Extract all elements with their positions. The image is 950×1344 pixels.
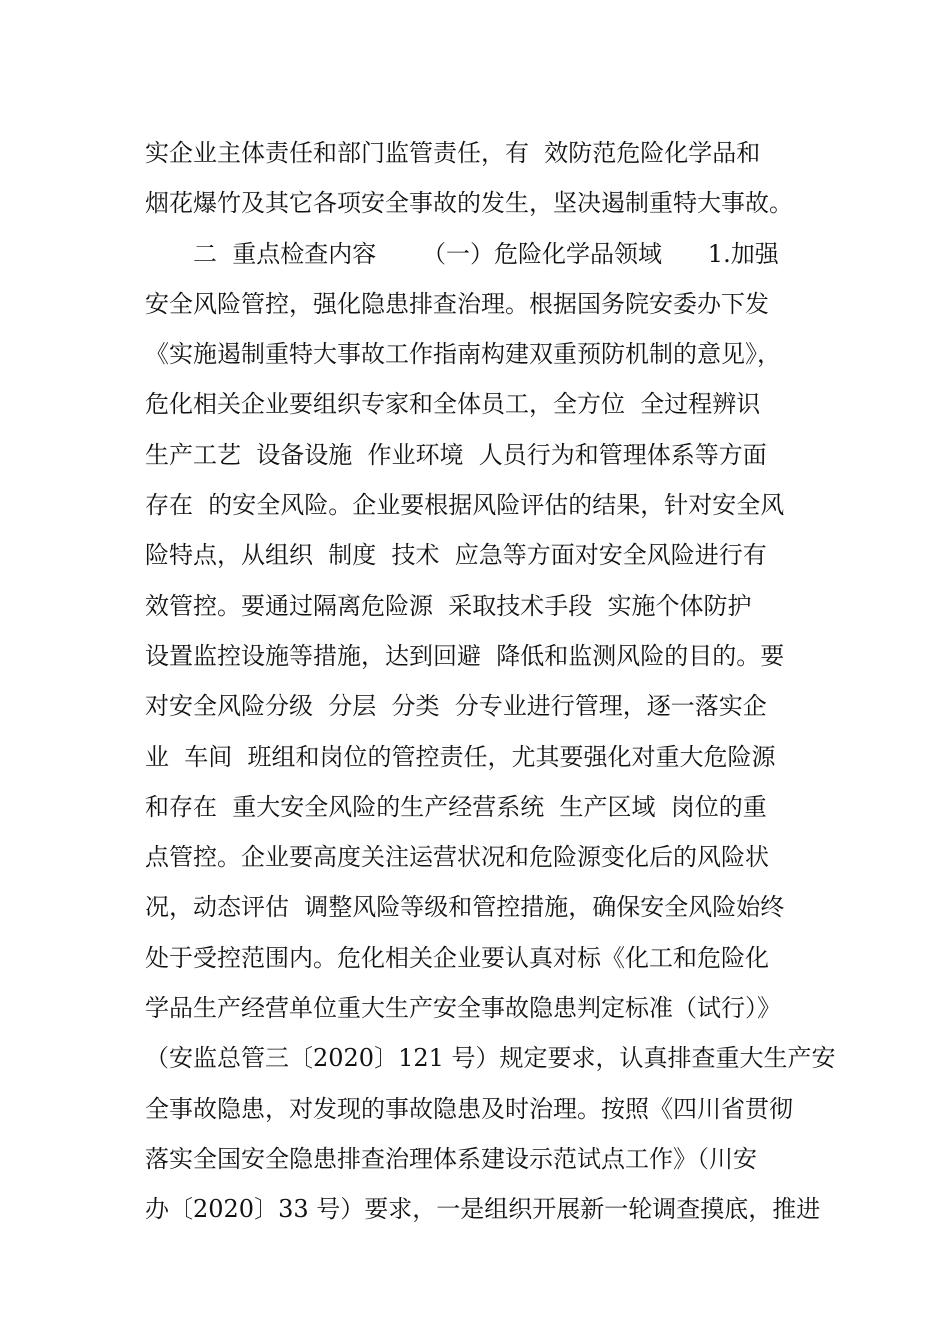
text-line: 存在 的安全风险。企业要根据风险评估的结果，针对安全风 bbox=[145, 491, 785, 520]
text-line: 安全风险管控，强化隐患排查治理。根据国务院安委办下发 bbox=[145, 289, 769, 318]
text-line: 对安全风险分级 分层 分类 分专业进行管理，逐一落实企 bbox=[145, 692, 767, 721]
text-line: 危化相关企业要组织专家和全体员工，全方位 全过程辨识 bbox=[145, 390, 761, 419]
text-line: 处于受控范围内。危化相关企业要认真对标《化工和危险化 bbox=[145, 943, 769, 972]
text-line: 险特点，从组织 制度 技术 应急等方面对安全风险进行有 bbox=[145, 541, 767, 570]
text-line: 烟花爆竹及其它各项安全事故的发生，坚决遏制重特大事故。 bbox=[145, 189, 793, 218]
text-line: 全事故隐患，对发现的事故隐患及时治理。按照《四川省贯彻 bbox=[145, 1094, 793, 1123]
text-line: 业 车间 班组和岗位的管控责任，尤其要强化对重大危险源 bbox=[145, 742, 776, 771]
text-line: 设置监控设施等措施，达到回避 降低和监测风险的目的。要 bbox=[145, 641, 785, 670]
text-line: 《实施遏制重特大事故工作指南构建双重预防机制的意见》， bbox=[145, 340, 781, 369]
text-line: 落实全国安全隐患排查治理体系建设示范试点工作》（川安 bbox=[145, 1144, 757, 1173]
document-body bbox=[145, 128, 836, 1235]
text-line: 实企业主体责任和部门监管责任，有 效防范危险化学品和 bbox=[145, 139, 761, 167]
text-line: 点管控。企业要高度关注运营状况和危险源变化后的风险状 bbox=[145, 843, 769, 872]
section-heading-line: 二 重点检查内容 （一）危险化学品领域 1.加强 bbox=[193, 239, 779, 268]
text-line: （安监总管三〔2020〕121 号）规定要求，认真排查重大生产安 bbox=[145, 1044, 836, 1073]
text-line: 办〔2020〕33 号）要求，一是组织开展新一轮调查摸底，推进 bbox=[145, 1195, 821, 1224]
text-line: 学品生产经营单位重大生产安全事故隐患判定标准（试行）》 bbox=[145, 994, 781, 1023]
text-line: 况，动态评估 调整风险等级和管控措施，确保安全风险始终 bbox=[145, 893, 785, 922]
text-line: 和存在 重大安全风险的生产经营系统 生产区域 岗位的重 bbox=[145, 792, 767, 821]
text-line: 效管控。要通过隔离危险源 采取技术手段 实施个体防护 bbox=[145, 591, 752, 620]
text-line: 生产工艺 设备设施 作业环境 人员行为和管理体系等方面 bbox=[145, 440, 767, 469]
